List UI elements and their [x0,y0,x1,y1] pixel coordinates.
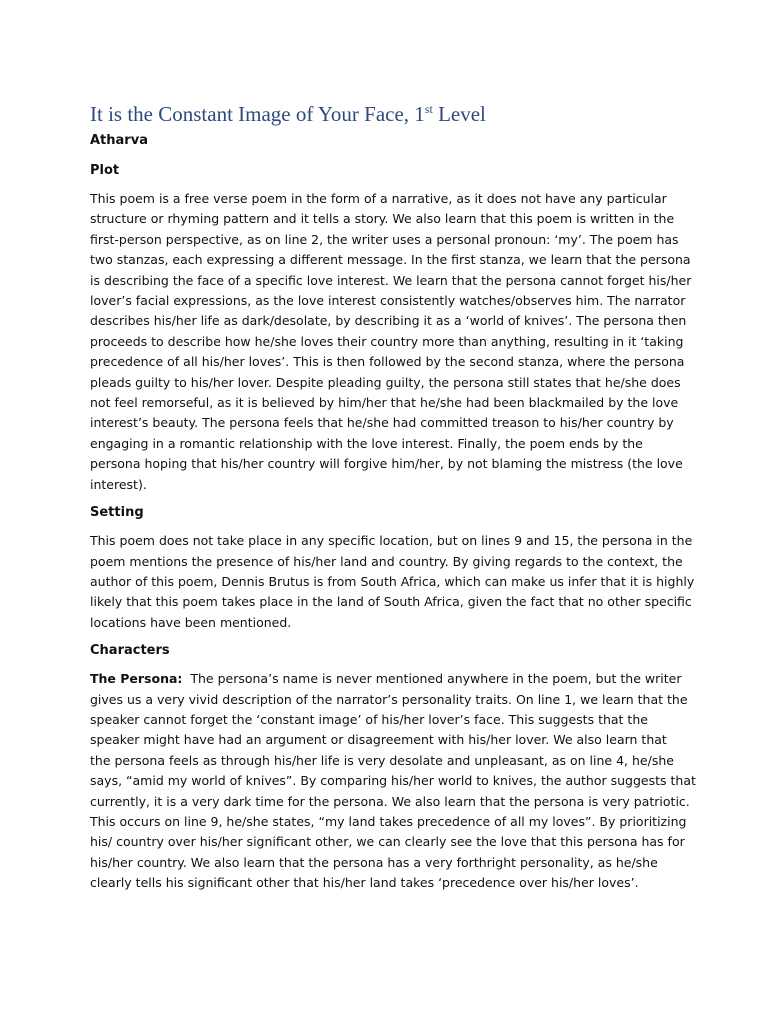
persona-first-line-text: The persona’s name is never mentioned anywhere in the poem, but the writer [182,671,682,687]
text-line: persona hoping that his/her country will forgive him/her, by not blaming the mistress (the love [90,456,683,472]
text-line: describes his/her life as dark/desolate, by describing it as a ‘world of knives’. The persona then [90,313,687,329]
text-line: locations have been mentioned. [90,614,292,630]
text-line: lover’s facial expressions, as the love interest consistently watches/observes him. The narrator [90,293,686,309]
text-line: interest). [90,476,147,492]
text-line: This poem is a free verse poem in the form of a narrative, as it does not have any particular [90,191,667,206]
text-line: two stanzas, each expressing a different message. In the first stanza, we learn that the persona [90,252,691,268]
text-line: author of this poem, Dennis Brutus is from South Africa, which can make us infer that it is highly [90,573,695,589]
persona-label: The Persona: [90,671,183,687]
text-line: likely that this poem takes place in the land of South Africa, given the fact that no other specific [90,594,692,610]
setting-paragraph [90,531,695,633]
persona-paragraph [90,669,696,893]
title-text: It is the Constant Image of Your Face, 1 [90,102,425,126]
text-line: is describing the face of a specific love interest. We learn that the persona cannot forget his/her [90,272,692,288]
text-line: the persona feels as through his/her life is very desolate and unpleasant, as on line 4, he/she [90,752,674,768]
text-line: currently, it is a very dark time for the persona. We also learn that the persona is very patriotic. [90,793,690,809]
text-line: gives us a very vivid description of the narrator’s personality traits. On line 1, we learn that the [90,691,688,707]
persona-first-line [90,669,682,689]
text-line: structure or rhyming pattern and it tells a story. We also learn that this poem is written in the [90,211,675,227]
text-line: poem mentions the presence of his/her land and country. By giving regards to the context, the [90,553,683,569]
characters-heading: Characters [90,643,170,659]
text-line: not feel remorseful, as it is believed by him/her that he/she had been blackmailed by the love [90,395,679,411]
text-line: This poem does not take place in any specific location, but on lines 9 and 15, the persona in the [90,533,693,549]
text-line: pleads guilty to his/her lover. Despite pleading guilty, the persona still states that he/she does [90,374,681,390]
text-line: clearly tells his significant other that his/her land takes ‘precedence over his/her loves’. [90,875,639,891]
text-line: says, “amid my world of knives”. By comparing his/her world to knives, the author suggests that [90,773,696,789]
plot-paragraph [90,189,692,495]
title-suffix: Level [432,102,486,126]
text-line: This occurs on line 9, he/she states, “my land takes precedence of all my loves”. By prioritizing [90,813,687,829]
text-line: speaker might have had an argument or disagreement with his/her lover. We also learn that [90,732,667,748]
document-page [90,100,696,902]
setting-heading: Setting [90,505,144,521]
text-line: proceeds to describe how he/she loves their country more than anything, resulting in it ‘taking [90,333,684,349]
text-line: his/ country over his/her significant other, we can clearly see the love that this persona has for [90,834,685,850]
plot-heading: Plot [90,163,120,178]
text-line: first-person perspective, as on line 2, the writer uses a personal pronoun: ‘my’. The poem has [90,231,679,247]
text-line: interest’s beauty. The persona feels that he/she had committed treason to his/her country by [90,415,674,431]
title-superscript: st [424,102,433,116]
text-line: engaging in a romantic relationship with the love interest. Finally, the poem ends by the [90,435,643,451]
text-line: speaker cannot forget the ‘constant image’ of his/her lover’s face. This suggests that the [90,711,648,727]
text-line: his/her country. We also learn that the persona has a very forthright personality, as he/she [90,854,658,870]
text-line: precedence of all his/her loves’. This is then followed by the second stanza, where the persona [90,354,685,370]
author-name: Atharva [90,133,148,148]
document-title [90,100,682,128]
